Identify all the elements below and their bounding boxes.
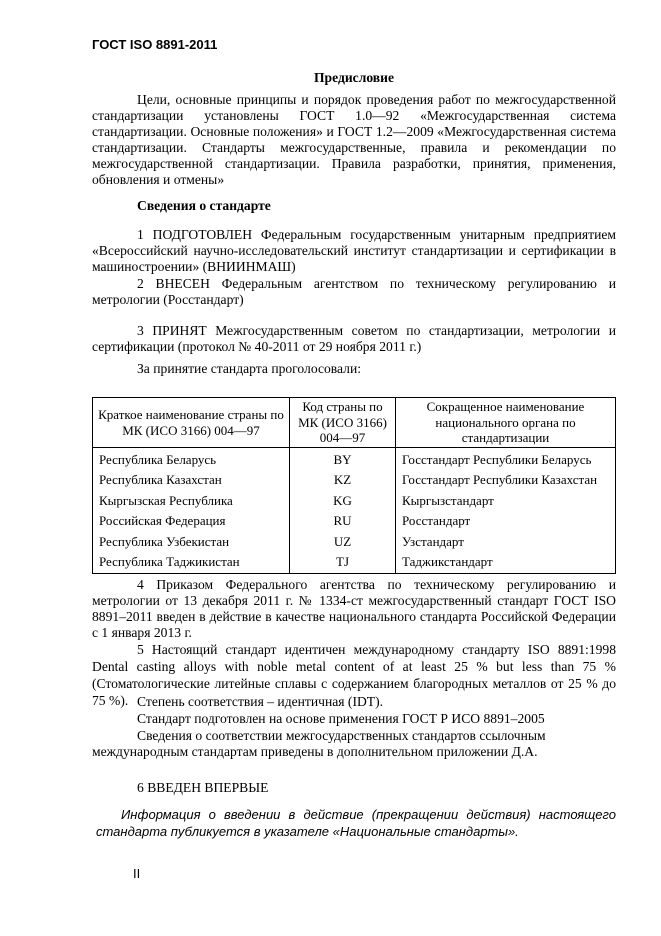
cell-body: Госстандарт Республики Казахстан (396, 470, 616, 491)
info-item-5: 5 Настоящий стандарт идентичен международному стандарту ISO 8891:1998 Dental casting alloys with noble metal content of at least 25 % but less than 75 % (Стоматологические литейные сплавы с содержанием благородных металлов от 25 % до 75 %). (92, 642, 616, 708)
cell-code: UZ (290, 532, 396, 553)
table-row (93, 552, 616, 573)
refs-text: Сведения о соответствии межгосударственных стандартов ссылочным международным стандартам приведены в дополнительном приложении Д.А. (92, 728, 546, 759)
info-item-2: 2 ВНЕСЕН Федеральным агентством по техническому регулированию и метрологии (Росстандарт) (92, 276, 616, 307)
table-row (93, 532, 616, 553)
info-item-4: 4 Приказом Федерального агентства по техническому регулированию и метрологии от 13 декабря 2011 г. № 1334-ст межгосударственный стандарт ГОСТ ISO 8891–2011 введен в действие в качестве национального стандарта Российской Федерации с 1 января 2013 г. (92, 577, 616, 640)
cell-body: Узстандарт (396, 532, 616, 553)
notice-text: Информация о введении в действие (прекращении действия) настоящего стандарта публикуется в указателе «Национальные стандарты». (96, 807, 616, 839)
cell-body: Таджикстандарт (396, 552, 616, 573)
voting-table (92, 397, 616, 574)
basis-text: Стандарт подготовлен на основе применения ГОСТ Р ИСО 8891–2005 (137, 711, 545, 726)
cell-code: KZ (290, 470, 396, 491)
cell-body: Госстандарт Республики Беларусь (396, 447, 616, 470)
document-header: ГОСТ ISO 8891-2011 (92, 37, 218, 52)
column-header-code: Код страны по МК (ИСО 3166) 004—97 (290, 398, 396, 448)
cell-country: Кыргызская Республика (93, 491, 290, 512)
page-number: II (133, 866, 141, 881)
voted-label: За принятие стандарта проголосовали: (137, 361, 362, 376)
cell-country: Российская Федерация (93, 511, 290, 532)
info-item-1: 1 ПОДГОТОВЛЕН Федеральным государственным унитарным предприятием «Всероссийский научно-исследовательский институт стандартизации и сертификации в машиностроении» (ВНИИНМАШ) (92, 227, 616, 274)
table-header-row (93, 398, 616, 448)
cell-country: Республика Таджикистан (93, 552, 290, 573)
column-header-body: Сокращенное наименование национального органа по стандартизации (396, 398, 616, 448)
preface-intro: Цели, основные принципы и порядок проведения работ по межгосударственной стандартизации установлены ГОСТ 1.0—92 «Межгосударственная система стандартизации. Основные положения» и ГОСТ 1.2—2009 «Межгосударственная система стандартизации. Стандарты межгосударственные, правила и рекомендации по межгосударственной стандартизации. Правила разработки, принятия, применения, обновления и отмены» (92, 92, 616, 187)
cell-code: BY (290, 447, 396, 470)
info-title: Сведения о стандарте (137, 198, 271, 213)
cell-country: Республика Беларусь (93, 447, 290, 470)
cell-body: Кыргызстандарт (396, 491, 616, 512)
degree-text: Степень соответствия – идентичная (IDT). (137, 694, 384, 709)
cell-code: RU (290, 511, 396, 532)
preface-title: Предисловие (313, 70, 395, 85)
cell-code: TJ (290, 552, 396, 573)
cell-country: Республика Казахстан (93, 470, 290, 491)
table-row (93, 491, 616, 512)
column-header-country: Краткое наименование страны по МК (ИСО 3166) 004—97 (93, 398, 290, 448)
cell-body: Росстандарт (396, 511, 616, 532)
info-item-6: 6 ВВЕДЕН ВПЕРВЫЕ (137, 780, 269, 795)
table-row (93, 511, 616, 532)
table-row (93, 447, 616, 470)
info-item-3: 3 ПРИНЯТ Межгосударственным советом по стандартизации, метрологии и сертификации (протокол № 40-2011 от 29 ноября 2011 г.) (92, 323, 616, 354)
cell-code: KG (290, 491, 396, 512)
table-row (93, 470, 616, 491)
cell-country: Республика Узбекистан (93, 532, 290, 553)
